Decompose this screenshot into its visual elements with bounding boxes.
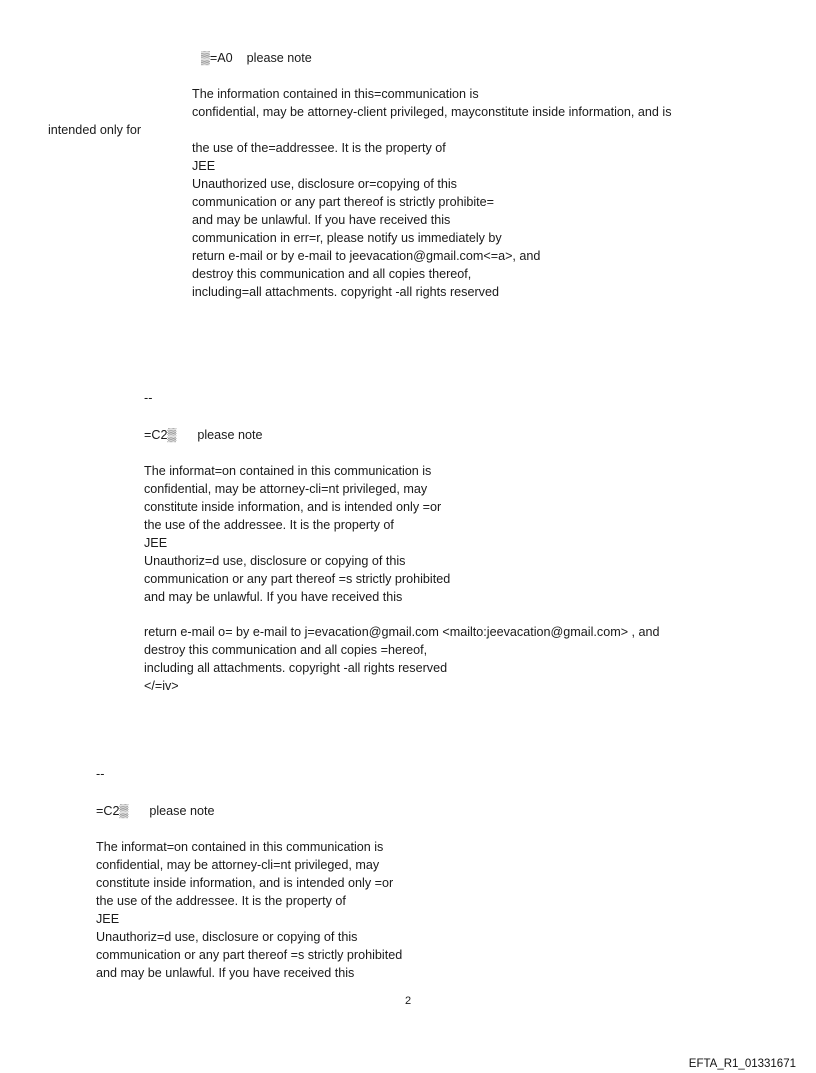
section2-line-11: including all attachments. copyright -all rights reserved [144, 661, 448, 675]
section3-line-7: communication or any part thereof =s strictly prohibited [96, 948, 403, 962]
section1-wrap-fragment: intended only for [48, 123, 142, 137]
document-id: EFTA_R1_01331671 [688, 1058, 796, 1070]
section1-body-bottom [192, 139, 540, 301]
page-number: 2 [404, 995, 412, 1007]
section1-line-6: communication or any part thereof is strictly prohibite= [192, 195, 495, 209]
section3-separator: -- [96, 767, 105, 781]
section1-line-5: Unauthorized use, disclosure or=copying of this [192, 177, 457, 191]
section3-line-8: and may be unlawful. If you have received this [96, 966, 355, 980]
section3-note-line: =C2▒ please note [96, 804, 215, 818]
section2-line-6: Unauthoriz=d use, disclosure or copying of this [144, 554, 406, 568]
section1-line-4: JEE [192, 159, 216, 173]
section1-body-top [192, 85, 672, 121]
section2-body-top [144, 462, 450, 606]
section2-line-2: confidential, may be attorney-cli=nt privileged, may [144, 482, 428, 496]
section3-line-5: JEE [96, 912, 120, 926]
section2-line-8: and may be unlawful. If you have received this [144, 590, 403, 604]
section2-line-3: constitute inside information, and is intended only =or [144, 500, 442, 514]
section1-line-1: The information contained in this=communication is [192, 87, 479, 101]
section3-line-3: constitute inside information, and is intended only =or [96, 876, 394, 890]
section2-line-10: destroy this communication and all copies =hereof, [144, 643, 428, 657]
section1-note-line: ▒=A0 please note [201, 51, 312, 65]
section3-line-1: The informat=on contained in this communication is [96, 840, 384, 854]
section3-line-4: the use of the addressee. It is the property of [96, 894, 346, 908]
section1-line-3: the use of the=addressee. It is the property of [192, 141, 446, 155]
section2-line-1: The informat=on contained in this communication is [144, 464, 432, 478]
section2-line-4: the use of the addressee. It is the property of [144, 518, 394, 532]
section1-line-11: including=all attachments. copyright -all rights reserved [192, 285, 499, 299]
section2-line-9: return e-mail o= by e-mail to j=evacation@gmail.com <mailto:jeevacation@gmail.com> , and [144, 625, 660, 639]
section1-line-8: communication in err=r, please notify us immediately by [192, 231, 502, 245]
section2-line-5: JEE [144, 536, 168, 550]
section2-separator: -- [144, 391, 153, 405]
section2-note-line: =C2▒ please note [144, 428, 263, 442]
section3-line-2: confidential, may be attorney-cli=nt privileged, may [96, 858, 380, 872]
section1-line-10: destroy this communication and all copies thereof, [192, 267, 472, 281]
section3-line-6: Unauthoriz=d use, disclosure or copying of this [96, 930, 358, 944]
section2-line-7: communication or any part thereof =s strictly prohibited [144, 572, 451, 586]
section2-line-12: </=iv> [144, 679, 179, 693]
section3-body [96, 838, 402, 982]
section1-line-7: and may be unlawful. If you have received this [192, 213, 451, 227]
section1-line-9: return e-mail or by e-mail to jeevacation@gmail.com<=a>, and [192, 249, 541, 263]
section1-line-2: confidential, may be attorney-client privileged, mayconstitute inside information, and is [192, 105, 672, 119]
section2-body-bottom [144, 623, 660, 695]
